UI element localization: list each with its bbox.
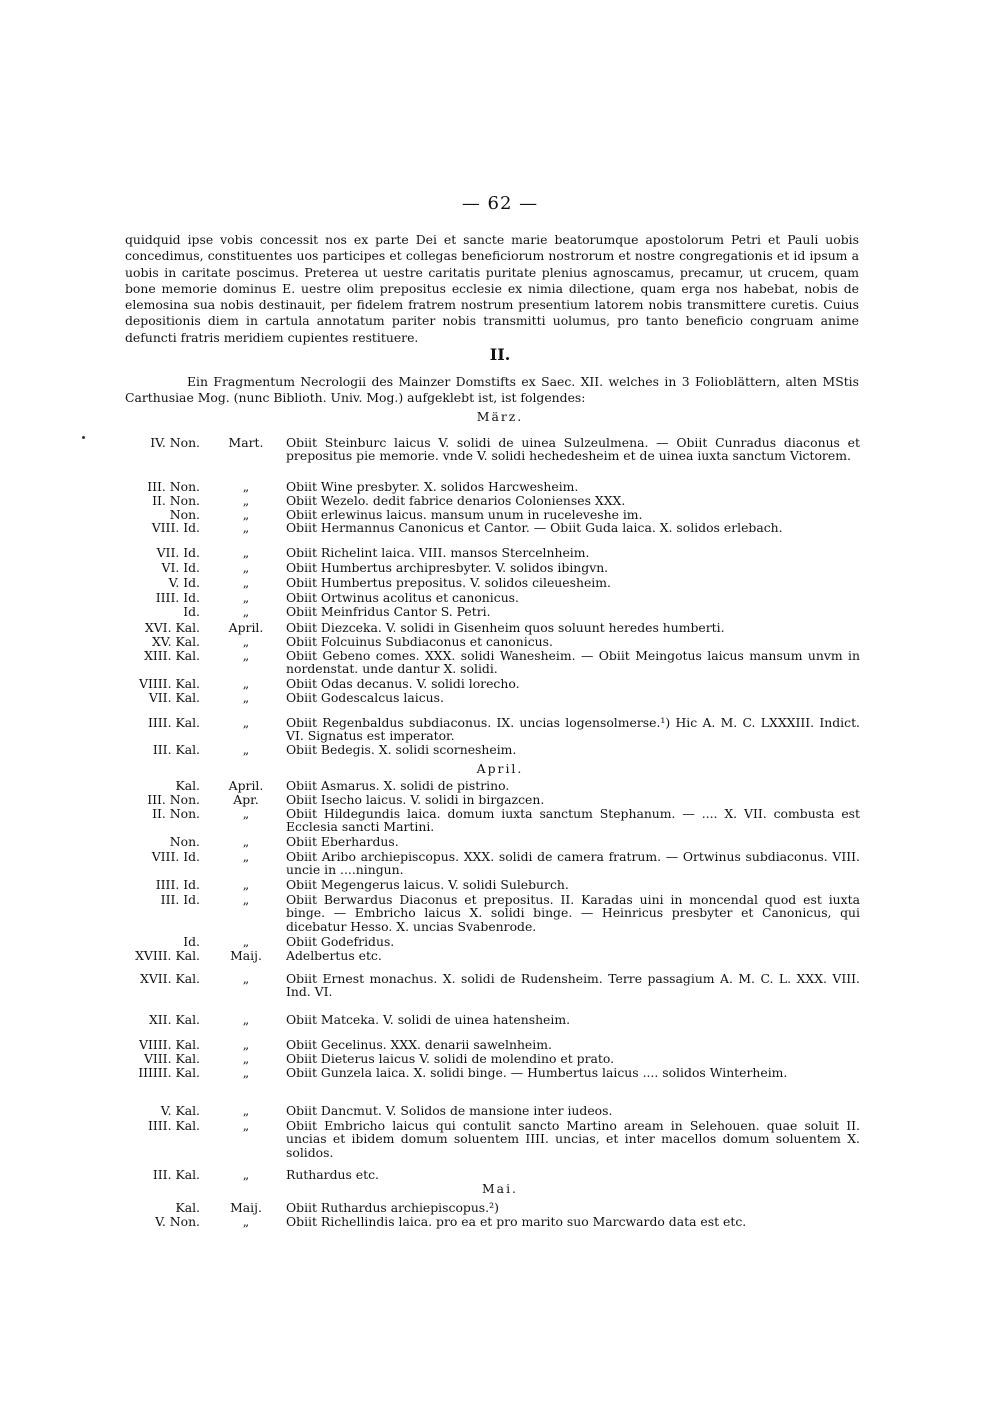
- entry-date: VIII. Id.: [151, 520, 200, 535]
- entry-date: Id.: [183, 934, 200, 949]
- entry-month: „: [242, 507, 250, 522]
- entry-month: „: [242, 479, 250, 494]
- entry-text: Obiit Diezceka. V. solidi in Gisenheim quos soluunt heredes humberti.: [286, 620, 725, 635]
- entry-date: XVIII. Kal.: [135, 948, 200, 963]
- entry-date: V. Kal.: [160, 1103, 200, 1118]
- entry-month: „: [242, 1103, 250, 1118]
- entry-date: XV. Kal.: [151, 634, 200, 649]
- entry-month: „: [242, 590, 250, 605]
- entry-month: „: [242, 676, 250, 691]
- entry-month: „: [242, 690, 250, 705]
- entry-date: III. Kal.: [152, 1167, 200, 1182]
- entry-month: „: [242, 877, 250, 892]
- entry-text: Obiit Richellindis laica. pro ea et pro marito suo Marcwardo data est etc.: [286, 1214, 747, 1229]
- entry-month: Maij.: [230, 1200, 262, 1215]
- entry-text: Obiit Asmarus. X. solidi de pistrino.: [286, 778, 510, 793]
- entry-text: Obiit Ortwinus acolitus et canonicus.: [286, 590, 519, 605]
- entry-date: Non.: [169, 507, 200, 522]
- entry-date: VIII. Kal.: [143, 1051, 200, 1066]
- entry-text: Obiit Ruthardus archiepiscopus.²): [286, 1200, 499, 1215]
- entry-month: „: [242, 971, 250, 986]
- section-numeral: II.: [489, 345, 511, 364]
- entry-text: Obiit Isecho laicus. V. solidi in birgazcen.: [286, 792, 545, 807]
- entry-date: V. Non.: [155, 1214, 200, 1229]
- entry-text: Obiit Gecelinus. XXX. denarii sawelnheim.: [286, 1037, 552, 1052]
- entry-text: Obiit Dieterus laicus V. solidi de molendino et prato.: [286, 1051, 615, 1066]
- entry-month: „: [242, 1118, 250, 1133]
- entry-text: Obiit Gunzela laica. X. solidi binge. — Humbertus laicus .... solidos Winterheim.: [286, 1065, 788, 1080]
- entry-date: XVII. Kal.: [140, 971, 200, 986]
- entry-month: Maij.: [230, 948, 262, 963]
- entry-text: Ruthardus etc.: [286, 1167, 379, 1182]
- entry-date: IIIIII. Kal.: [138, 1065, 200, 1080]
- entry-text: Obiit Wezelo. dedit fabrice denarios Colonienses XXX.: [286, 493, 626, 508]
- entry-date: III. Kal.: [152, 742, 200, 757]
- entry-date: IIII. Id.: [155, 590, 200, 605]
- entry-text: Obiit Aribo archiepiscopus. XXX. solidi de camera fratrum. — Ortwinus subdiaconus. VIII. uncie in ....ningun.: [286, 849, 860, 878]
- entry-date: IV. Non.: [150, 435, 200, 450]
- entry-text: Obiit Eberhardus.: [286, 834, 399, 849]
- month-heading-may: Mai.: [482, 1181, 518, 1196]
- entry-text: Obiit Folcuinus Subdiaconus et canonicus.: [286, 634, 553, 649]
- entry-text: Obiit Dancmut. V. Solidos de mansione inter iudeos.: [286, 1103, 613, 1118]
- entry-month: „: [242, 1012, 250, 1027]
- entry-month: „: [242, 493, 250, 508]
- entry-month: April.: [228, 620, 264, 635]
- margin-dot: [82, 436, 85, 439]
- entry-month: „: [242, 892, 250, 907]
- entry-month: „: [242, 575, 250, 590]
- entry-month: „: [242, 834, 250, 849]
- entry-month: „: [242, 715, 250, 730]
- entry-text: Obiit Godescalcus laicus.: [286, 690, 444, 705]
- entry-text: Obiit Gebeno comes. XXX. solidi Wanesheim. — Obiit Meingotus laicus mansum unvm in nordenstat. unde dantur X. solidi.: [286, 648, 860, 677]
- entry-month: „: [242, 1214, 250, 1229]
- entry-date: Kal.: [175, 778, 200, 793]
- entry-date: Non.: [169, 834, 200, 849]
- entry-text: Obiit Hermannus Canonicus et Cantor. — Obiit Guda laica. X. solidos erlebach.: [286, 520, 783, 535]
- entry-text: Obiit Meinfridus Cantor S. Petri.: [286, 604, 491, 619]
- entry-month: „: [242, 1167, 250, 1182]
- section-header: Ein Fragmentum Necrologii des Mainzer Domstifts ex Saec. XII. welches in 3 Folioblättern, alten MStis Carthusiae Mog. (nunc Biblioth. Univ. Mog.) aufgeklebt ist, ist folgendes:: [125, 374, 859, 406]
- entry-date: III. Non.: [147, 792, 200, 807]
- entry-date: II. Non.: [152, 806, 200, 821]
- entry-text: Obiit Bedegis. X. solidi scornesheim.: [286, 742, 517, 757]
- entry-date: IIII. Id.: [155, 877, 200, 892]
- entry-month: „: [242, 1065, 250, 1080]
- month-heading-april: April.: [476, 761, 524, 776]
- entry-text: Obiit Humbertus prepositus. V. solidos cileuesheim.: [286, 575, 611, 590]
- entry-date: IIII. Kal.: [147, 715, 200, 730]
- entry-date: II. Non.: [152, 493, 200, 508]
- entry-text: Adelbertus etc.: [286, 948, 382, 963]
- entry-month: „: [242, 806, 250, 821]
- entry-date: V. Id.: [168, 575, 200, 590]
- entry-month: Apr.: [233, 792, 259, 807]
- entry-month: „: [242, 934, 250, 949]
- entry-text: Obiit Regenbaldus subdiaconus. IX. uncias logensolmerse.¹) Hic A. M. C. LXXXIII. Indict. VI. Signatus est imperator.: [286, 715, 860, 744]
- entry-month: April.: [228, 778, 264, 793]
- entry-month: „: [242, 604, 250, 619]
- entry-month: „: [242, 634, 250, 649]
- entry-month: Mart.: [228, 435, 264, 450]
- entry-text: Obiit Ernest monachus. X. solidi de Rudensheim. Terre passagium A. M. C. L. XXX. VIII. Ind. VI.: [286, 971, 860, 1000]
- entry-date: VII. Kal.: [148, 690, 200, 705]
- entry-text: Obiit erlewinus laicus. mansum unum in ruceleveshe im.: [286, 507, 643, 522]
- entry-month: „: [242, 520, 250, 535]
- entry-month: „: [242, 1037, 250, 1052]
- entry-text: Obiit Steinburc laicus V. solidi de uinea Sulzeulmena. — Obiit Cunradus diaconus et prepositus pie memorie. vnde V. solidi hechedesheim et de uinea iuxta sanctum Victorem.: [286, 435, 860, 464]
- entry-text: Obiit Hildegundis laica. domum iuxta sanctum Stephanum. — .... X. VII. combusta est Ecclesia sancti Martini.: [286, 806, 860, 835]
- entry-month: „: [242, 1051, 250, 1066]
- entry-month: „: [242, 545, 250, 560]
- entry-text: Obiit Richelint laica. VIII. mansos Stercelnheim.: [286, 545, 590, 560]
- entry-date: XVI. Kal.: [144, 620, 200, 635]
- entry-date: VII. Id.: [156, 545, 200, 560]
- page-number: — 62 —: [461, 193, 539, 214]
- entry-date: IIII. Kal.: [147, 1118, 200, 1133]
- entry-text: Obiit Humbertus archipresbyter. V. solidos ibingvn.: [286, 560, 609, 575]
- entry-text: Obiit Odas decanus. V. solidi lorecho.: [286, 676, 520, 691]
- entry-month: „: [242, 849, 250, 864]
- entry-text: Obiit Godefridus.: [286, 934, 395, 949]
- entry-date: VIIII. Kal.: [139, 676, 200, 691]
- entry-date: III. Non.: [147, 479, 200, 494]
- entry-month: „: [242, 742, 250, 757]
- entry-date: VI. Id.: [161, 560, 200, 575]
- entry-date: III. Id.: [160, 892, 200, 907]
- month-heading-march: März.: [476, 409, 524, 424]
- entry-date: VIII. Id.: [151, 849, 200, 864]
- entry-date: VIIII. Kal.: [139, 1037, 200, 1052]
- entry-text: Obiit Wine presbyter. X. solidos Harcwesheim.: [286, 479, 579, 494]
- entry-text: Obiit Megengerus laicus. V. solidi Suleburch.: [286, 877, 569, 892]
- entry-month: „: [242, 560, 250, 575]
- entry-date: XII. Kal.: [148, 1012, 200, 1027]
- entry-text: Obiit Matceka. V. solidi de uinea hatensheim.: [286, 1012, 571, 1027]
- intro-paragraph: quidquid ipse vobis concessit nos ex parte Dei et sancte marie beatorumque apostolorum Petri et Pauli uobis concedimus, constituentes uos participes et collegas beneficiorum nostrorum et nostre congregationis et id ipsum a uobis in caritate poscimus. Preterea ut uestre caritatis puritate plenius agnoscamus, precamur, ut crucem, quam bone memorie dominus E. uestre olim prepositus ecclesie ex nimia dilectione, quam erga nos habebat, nobis de elemosina sua nobis destinauit, per fidelem fratrem nostrum presentium latorem nobis transmittere curetis. Cuius depositionis diem in cartula annotatum pariter nobis transmitti uolumus, pro tanto beneficio congruam anime defuncti fratris meridiem cupientes restituere.: [125, 232, 859, 345]
- entry-date: Kal.: [175, 1200, 200, 1215]
- entry-month: „: [242, 648, 250, 663]
- entry-date: Id.: [183, 604, 200, 619]
- entry-date: XIII. Kal.: [144, 648, 200, 663]
- entry-text: Obiit Embricho laicus qui contulit sancto Martino aream in Selehouen. quae soluit II. uncias et ibidem domum soluentem IIII. uncias, et inter macellos domum soluentem X. solidos.: [286, 1118, 860, 1160]
- entry-text: Obiit Berwardus Diaconus et prepositus. II. Karadas uini in moncendal quod est iuxta binge. — Embricho laicus X. solidi binge. — Heinricus presbyter et Canonicus, qui dicebatur Hesso. X. uncias Svabenrode.: [286, 892, 860, 934]
